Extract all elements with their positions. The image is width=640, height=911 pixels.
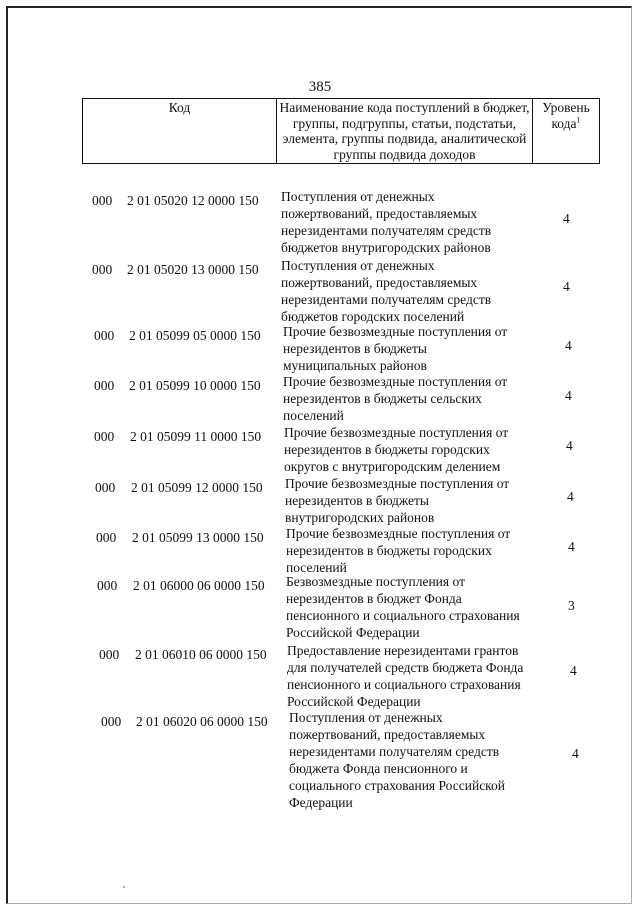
admin-code: 000 <box>94 429 115 444</box>
revenue-name: Прочие безвозмездные поступления от нерезидентов в бюджеты городских округов с внутригородским делением <box>284 425 509 474</box>
code-level: 3 <box>568 598 575 613</box>
revenue-name: Прочие безвозмездные поступления от нерезидентов в бюджеты городских поселений <box>286 526 511 575</box>
revenue-code: 2 01 06020 06 0000 150 <box>136 714 268 729</box>
page-number: 385 <box>308 79 332 95</box>
code-level: 4 <box>563 211 570 226</box>
code-level: 4 <box>566 438 573 453</box>
revenue-name: Предоставление нерезидентами грантов для получателей средств бюджета Фонда пенсионного и социального страхования Российской Федерации <box>287 643 524 709</box>
revenue-code: 2 01 05099 11 0000 150 <box>130 429 262 444</box>
header-level <box>533 99 599 163</box>
revenue-code: 2 01 06010 06 0000 150 <box>135 647 267 662</box>
revenue-code: 2 01 06000 06 0000 150 <box>133 578 265 593</box>
footnote-marker: 1 <box>576 115 581 124</box>
revenue-code: 2 01 05020 12 0000 150 <box>127 193 259 208</box>
revenue-name: Безвозмездные поступления от нерезидентов в бюджет Фонда пенсионного и социального страхования Российской Федерации <box>286 574 520 640</box>
code-level: 4 <box>563 279 570 294</box>
code-level: 4 <box>565 388 572 403</box>
revenue-name: Прочие безвозмездные поступления от нерезидентов в бюджеты сельских поселений <box>283 374 508 423</box>
revenue-name: Поступления от денежных пожертвований, предоставляемых нерезидентами получателям средств бюджетов внутригородских районов <box>281 189 492 255</box>
revenue-code: 2 01 05099 13 0000 150 <box>132 530 264 545</box>
code-level: 4 <box>570 663 577 678</box>
admin-code: 000 <box>94 328 115 343</box>
revenue-code: 2 01 05099 10 0000 150 <box>129 378 261 393</box>
revenue-name: Прочие безвозмездные поступления от нерезидентов в бюджеты муниципальных районов <box>283 324 508 373</box>
revenue-code: 2 01 05099 12 0000 150 <box>131 480 263 495</box>
code-level: 4 <box>572 746 579 761</box>
admin-code: 000 <box>96 530 117 545</box>
admin-code: 000 <box>101 714 122 729</box>
header-level-label: Уровень кода <box>542 100 590 131</box>
header-name: Наименование кода поступлений в бюджет, группы, подгруппы, статьи, подстатьи, элемента, группы подвида, аналитической группы подвида доходов <box>277 99 533 163</box>
revenue-code: 2 01 05020 13 0000 150 <box>127 262 259 277</box>
admin-code: 000 <box>94 378 115 393</box>
code-level: 4 <box>568 539 575 554</box>
revenue-code: 2 01 05099 05 0000 150 <box>129 328 261 343</box>
admin-code: 000 <box>92 193 113 208</box>
revenue-name: Прочие безвозмездные поступления от нерезидентов в бюджеты внутригородских районов <box>285 476 510 525</box>
scan-speck <box>123 886 125 888</box>
code-level: 4 <box>565 338 572 353</box>
code-level: 4 <box>567 489 574 504</box>
header-code: Код <box>83 99 277 163</box>
admin-code: 000 <box>95 480 116 495</box>
table-header <box>82 98 600 164</box>
admin-code: 000 <box>92 262 113 277</box>
admin-code: 000 <box>97 578 118 593</box>
admin-code: 000 <box>99 647 120 662</box>
revenue-name: Поступления от денежных пожертвований, предоставляемых нерезидентами получателям средств бюджета Фонда пенсионного и социального страхования Российской Федерации <box>289 710 506 810</box>
revenue-name: Поступления от денежных пожертвований, предоставляемых нерезидентами получателям средств бюджетов городских поселений <box>281 258 492 324</box>
